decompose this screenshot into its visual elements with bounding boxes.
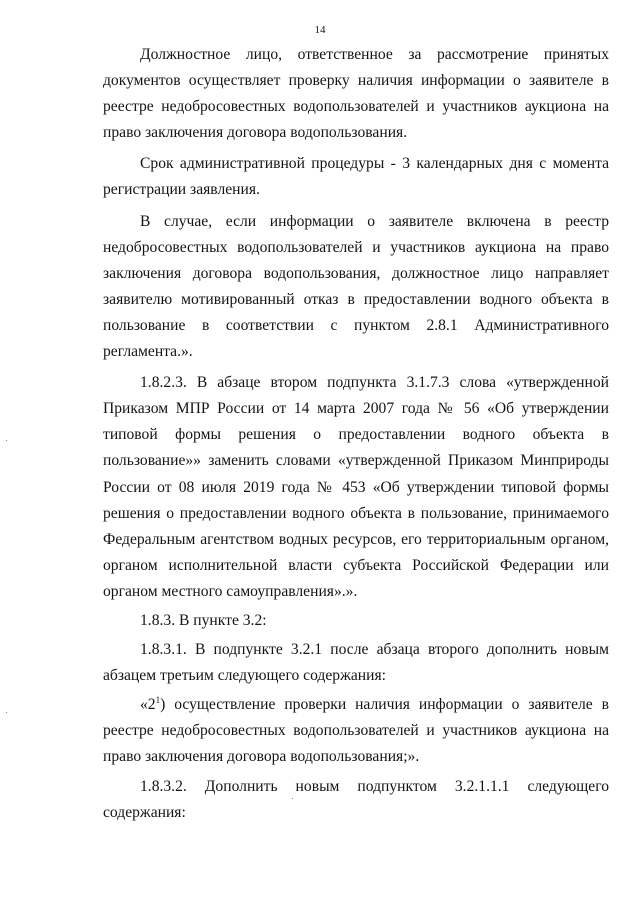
- paragraph-procedure-term: Срок административной процедуры - 3 календарных дня с момента регистрации заявления.: [103, 155, 609, 199]
- paragraph-official-check: Должностное лицо, ответственное за рассмотрение принятых документов осуществляет проверку наличия информации о заявителе в реестре недобросовестных водопользователей и участников аукциона на право заключения договора водопользования.: [103, 46, 609, 142]
- quote-open: «2: [140, 696, 156, 714]
- quote-superscript: 1: [155, 695, 161, 706]
- paragraph-quoted-insert: [103, 692, 609, 770]
- paragraph-1-8-3-1: 1.8.3.1. В подпункте 3.2.1 после абзаца второго дополнить новым абзацем третьим следующего содержания:: [103, 641, 609, 685]
- scan-speck: [6, 712, 7, 713]
- scan-speck: [292, 798, 293, 799]
- paragraph-1-8-2-3: 1.8.2.3. В абзаце втором подпункта 3.1.7.3 слова «утвержденной Приказом МПР России от 14 марта 2007 года № 56 «Об утверждении типовой формы решения о предоставлении водного объекта в пользование»» заменить словами «утвержденной Приказом Минприроды России от 08 июля 2019 года № 453 «Об утверждении типовой формы решения о предоставлении водного объекта в пользование, принимаемого Федеральным агентством водных ресурсов, его территориальным органом, органом исполнительной власти субъекта Российской Федерации или органом местного самоуправления».».: [103, 374, 609, 600]
- page-number: 14: [314, 24, 326, 36]
- quote-text: ) осуществление проверки наличия информации о заявителе в реестре недобросовестных водопользователей и участников аукциона на право заключения договора водопользования;».: [103, 696, 609, 766]
- paragraph-refusal-case: В случае, если информации о заявителе включена в реестр недобросовестных водопользователей и участников аукциона на право заключения договора водопользования, должностное лицо направляет заявителю мотивированный отказ в предоставлении водного объекта в пользование в соответствии с пунктом 2.8.1 Административного регламента.».: [103, 212, 609, 361]
- document-body: [103, 42, 609, 826]
- paragraph-1-8-3: 1.8.3. В пункте 3.2:: [140, 611, 267, 629]
- paragraph-1-8-3-2: 1.8.3.2. Дополнить новым подпунктом 3.2.1.1.1 следующего содержания:: [103, 777, 609, 821]
- scan-speck: [6, 440, 7, 441]
